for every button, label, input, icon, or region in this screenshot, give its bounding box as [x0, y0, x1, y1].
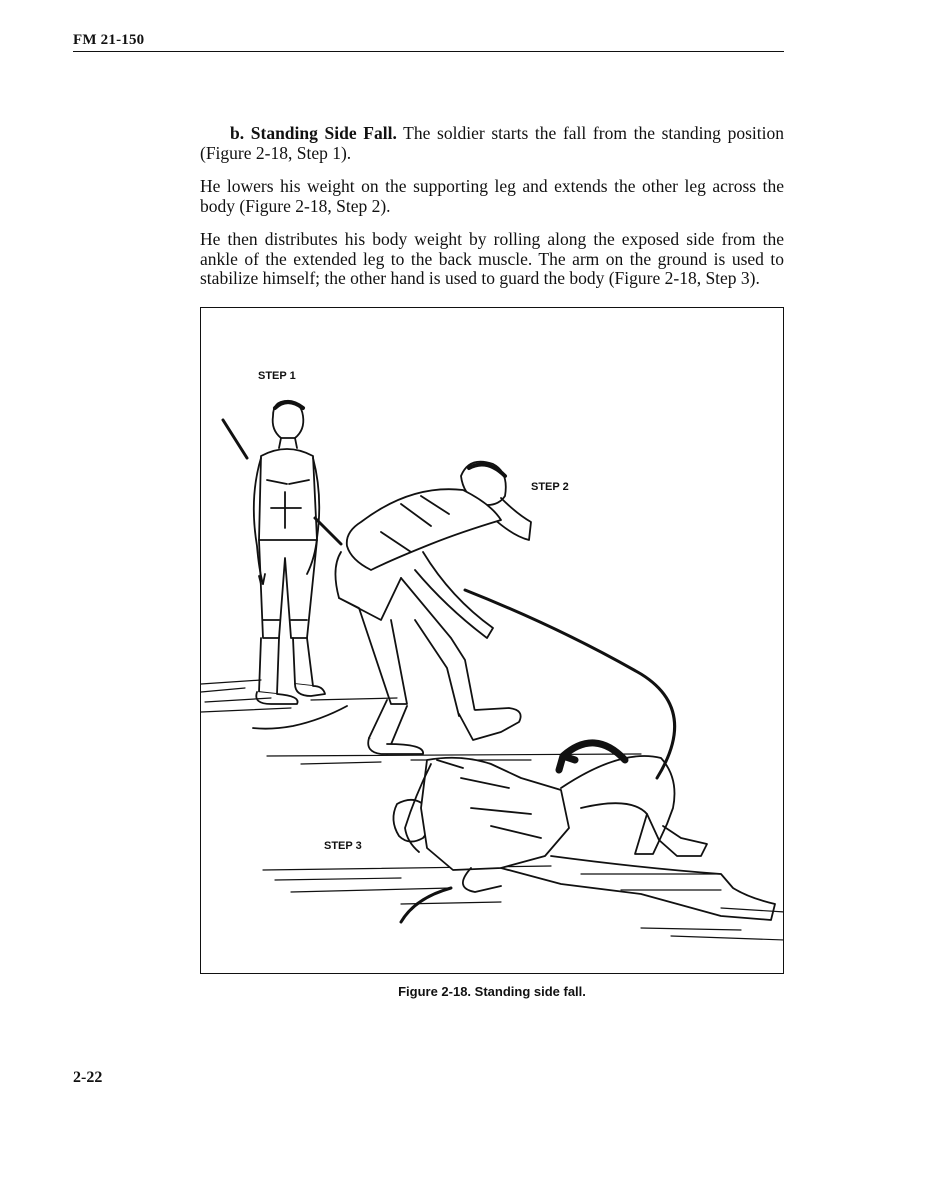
step-1-label: STEP 1	[258, 370, 296, 382]
paragraph-distribute-weight: He then distributes his body weight by rolling along the exposed side from the ankle of the extended leg to the back muscle. The arm on the ground is used to stabilize himself; the other hand is used to guard the body (Figure 2-18, Step 3).	[200, 229, 784, 288]
soldier-standing-figure	[254, 401, 325, 704]
motion-line-step2	[315, 518, 341, 544]
paragraph-text: The soldier starts the fall from the standing position (Figure 2-18, Step 1).	[200, 123, 784, 163]
figure-illustration	[200, 307, 784, 974]
figure-drawing	[201, 308, 784, 974]
figure-caption: Figure 2-18. Standing side fall.	[398, 984, 586, 999]
document-code: FM 21-150	[73, 32, 145, 48]
curved-roll-arrow	[559, 743, 625, 770]
step-3-label: STEP 3	[324, 840, 362, 852]
page-number: 2-22	[73, 1069, 103, 1086]
paragraph-lower-weight: He lowers his weight on the supporting leg and extends the other leg across the body (Figure 2-18, Step 2).	[200, 176, 784, 216]
step-2-label: STEP 2	[531, 481, 569, 493]
header-rule	[73, 51, 784, 52]
motion-line-step1	[223, 420, 247, 458]
soldier-rolled-figure	[393, 756, 775, 922]
paragraph-standing-side-fall	[200, 124, 784, 163]
paragraph-lead: b. Standing Side Fall.	[230, 123, 397, 143]
